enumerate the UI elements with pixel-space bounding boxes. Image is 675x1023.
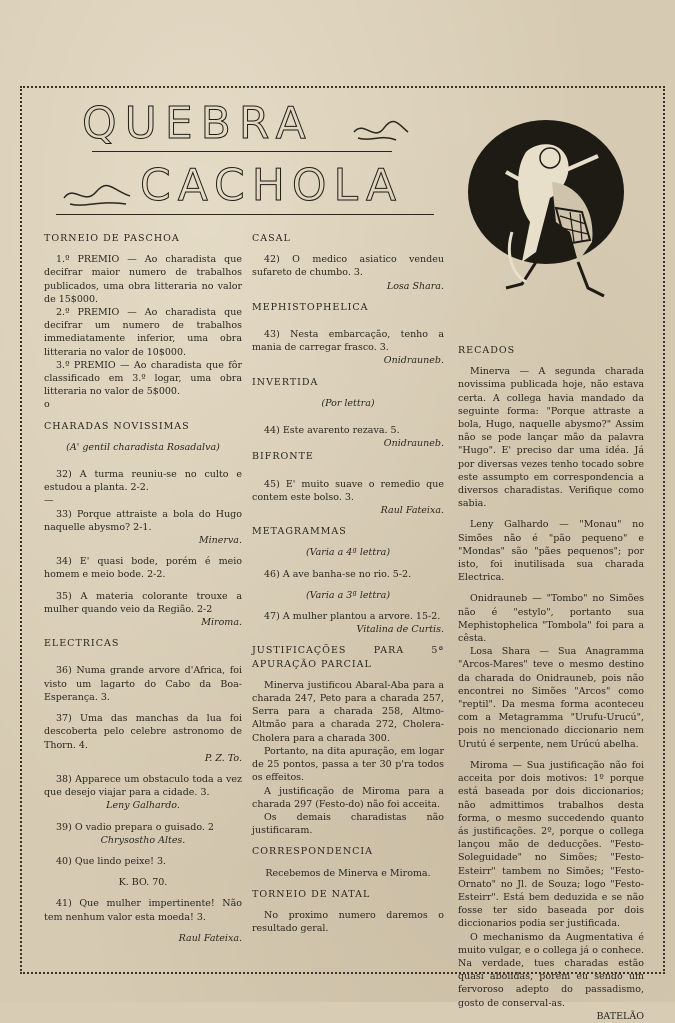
correspondencia-text: Recebemos de Minerva e Miroma. xyxy=(265,867,431,879)
recado-paragraph-6: O mechanismo da Augmentativa é muito vulgar, e o collega já o conhece. Na verdade, tues charadas estão quasi abolidas, porém eu sendo um fervoroso adepto do passadismo, gosto de conserval-as. xyxy=(458,931,644,1009)
charada-44: 44) Este avarento rezava. 5. xyxy=(264,425,400,437)
section-heading-invertida: INVERTIDA xyxy=(252,376,319,388)
charada-32: 32) A turma reuniu-se no culto e estudou a planta. 2-2. xyxy=(44,469,242,494)
ornament-divider: o xyxy=(44,399,50,411)
torneio-natal-text: No proximo numero daremos o resultado geral. xyxy=(252,909,444,935)
signature-44: Onidrauneb. xyxy=(383,438,444,450)
invertida-subheading: (Por lettra) xyxy=(321,397,375,409)
charada-43: 43) Nesta embarcação, tenho a mania de carregar frasco. 3. xyxy=(252,329,444,354)
signature-38: Leny Galhardo. xyxy=(106,800,180,812)
charada-35: 35) A materia colorante trouxe a mulher quando veio da Região. 2-2 xyxy=(44,590,242,615)
section-heading-torneio-paschoa: TORNEIO DE PASCHOA xyxy=(44,233,180,244)
signature-45: Raul Fateixa. xyxy=(380,505,444,517)
section-heading-mephistophelica: MEPHISTOPHELICA xyxy=(252,301,369,313)
charada-42: 42) O medico asiatico vendeu sufareto de chumbo. 3. xyxy=(252,254,444,279)
flourish-ornament-left xyxy=(60,180,136,210)
column-3 xyxy=(458,344,644,1023)
recado-paragraph-3: Onidrauneb — "Tombo" no Simões não é "estylo", portanto sua Mephistophelica "Tombola" foi para a cêsta. xyxy=(458,593,644,645)
section-heading-electricas: ELECTRICAS xyxy=(44,638,120,650)
section-heading-justificacoes: JUSTIFICAÇÕES PARA 5ª APURAÇÃO PARCIAL xyxy=(252,645,444,670)
section-heading-recados: RECADOS xyxy=(458,345,516,356)
signature-batelao: BATELÃO xyxy=(596,1010,644,1022)
signature-47: Vitalina de Curtis. xyxy=(356,624,444,636)
justificacao-paragraph-2: Portanto, na dita apuração, em logar de 25 pontos, passa a ter 30 p'ra todos os effeitos. xyxy=(252,745,444,784)
prize-2: 2.º PREMIO — Ao charadista que decifrar um numero de trabalhos immediatamente inferior, uma obra litteraria no valor de 10$000. xyxy=(44,307,242,358)
dancing-figure-illustration xyxy=(466,112,626,307)
signature-40: K. BO. 70. xyxy=(118,877,168,889)
column-2 xyxy=(252,232,444,935)
charada-47: 47) A mulher plantou a arvore. 15-2. xyxy=(264,611,441,623)
section-heading-casal: CASAL xyxy=(252,233,291,244)
title-rule-top xyxy=(92,151,392,152)
section-heading-charadas: CHARADAS NOVISSIMAS xyxy=(44,420,190,432)
metagrammas-subheading-1: (Varia a 4ª lettra) xyxy=(305,547,391,559)
signature-35: Miroma. xyxy=(201,617,242,629)
section-heading-metagrammas: METAGRAMMAS xyxy=(252,526,347,538)
prize-3: 3.º PREMIO — Ao charadista que fôr classificado em 3.º logar, uma obra litteraria no valor de 5$000. xyxy=(44,359,242,398)
recado-paragraph-2: Leny Galhardo — "Monau" no Simões não é "pão pequeno" e "Mondas" são "pães pequenos"; por isto, foi inutilisada sua charada Electrica. xyxy=(458,519,644,584)
signature-42: Losa Shara. xyxy=(386,280,444,292)
charada-33: 33) Porque attraiste a bola do Hugo naquelle abysmo? 2-1. xyxy=(44,508,242,533)
justificacao-paragraph-3: A justificação de Miroma para a charada 297 (Festo-do) não foi acceita. xyxy=(252,785,444,810)
title-line2: CACHOLA xyxy=(140,160,404,211)
flourish-ornament-right xyxy=(352,118,412,144)
title-line1: QUEBRA xyxy=(82,98,314,149)
section-subheading-charadas: (A' gentil charadista Rosadalva) xyxy=(66,441,220,453)
section-heading-bifronte: BIFRONTE xyxy=(252,451,314,463)
recado-paragraph-1: Minerva — A segunda charada novissima publicada hoje, não estava certa. A collega havia mandado da seguinte forma: "Porque attraste a bola, Hugo, naquelle abysmo?" Assim não se pode lançar mão da palavra "Hugo". E' preciso dar uma idéa. Já por diversas vezes tenho tocado sobre este assumpto em correspondencia a diversos charadistas. Verifique como sabia. xyxy=(458,366,644,510)
signature-37: P. Z. To. xyxy=(204,752,242,764)
signature-39: Chrysostho Altes. xyxy=(100,834,186,846)
charada-40: 40) Que lindo peixe! 3. xyxy=(56,855,167,867)
recado-paragraph-5: Miroma — Sua justificação não foi acceita por dois motivos: 1º porque está baseada por dois diccionarios; não admittimos trabalhos desta forma, o mesmo succedendo quanto ás justificações. 2º, porque o collega lançou mão de deducções. "Festo-Soleguidade" no Simões; "Festo-Esteirr" tambem no Simões; "Festo-Ornato" no Jl. de Souza; logo "Festo-Esteirr". Está bem deduzida e se não fosse ter sido baseada por dois diccionarios podia ser justificada. xyxy=(458,759,644,930)
charada-34: 34) E' quasi bode, porém é meio homem e meio bode. 2-2. xyxy=(44,556,242,581)
divider: — xyxy=(44,495,54,507)
charada-37: 37) Uma das manchas da lua foi descoberta pelo celebre astronomo de Thorn. 4. xyxy=(44,713,242,751)
charada-46: 46) A ave banha-se no rio. 5-2. xyxy=(264,568,412,580)
signature-41: Raul Fateixa. xyxy=(178,932,242,944)
justificacao-paragraph-1: Minerva justificou Abaral-Aba para a charada 247, Peto para a charada 257, Serra para a charada 258, Altmo-Altmão para a charada 272, Cholera-Cholera para a charada 300. xyxy=(252,679,444,744)
signature-33: Minerva. xyxy=(198,535,242,547)
signature-43: Onidrauneb. xyxy=(383,355,444,367)
charada-39: 39) O vadio prepara o guisado. 2 xyxy=(56,821,214,833)
section-heading-correspondencia: CORRESPONDENCIA xyxy=(252,846,374,858)
column-1 xyxy=(44,232,242,945)
justificacao-paragraph-4: Os demais charadistas não justificaram. xyxy=(252,811,444,837)
title-rule-bottom xyxy=(56,214,434,215)
section-heading-torneio-natal: TORNEIO DE NATAL xyxy=(252,888,371,900)
charada-36: 36) Numa grande arvore d'Africa, foi visto um lagarto do Cabo da Boa-Esperança. 3. xyxy=(44,665,242,703)
charada-38: 38) Apparece um obstaculo toda a vez que desejo viajar para a cidade. 3. xyxy=(44,773,242,799)
recado-paragraph-4: Losa Shara — Sua Anagramma "Arcos-Mares" teve o mesmo destino da charada do Onidrauneb, pois não encontrei no Simões "Arcos" como "reptil". Da mesma forma aconteceu com a Metagramma "Urufu-Urucú", pois no mencionado diccionario nem Urutú é serpente, nem Urúcú abelha. xyxy=(458,646,644,750)
charada-45: 45) E' muito suave o remedio que contem este bolso. 3. xyxy=(252,478,444,503)
charada-41: 41) Que mulher impertinente! Não tem nenhum valor esta moeda! 3. xyxy=(44,898,242,923)
prize-1: 1.º PREMIO — Ao charadista que decifrar maior numero de trabalhos publicados, uma obra litteraria no valor de 15$000. xyxy=(44,254,242,305)
metagrammas-subheading-2: (Varia a 3ª lettra) xyxy=(305,589,391,601)
